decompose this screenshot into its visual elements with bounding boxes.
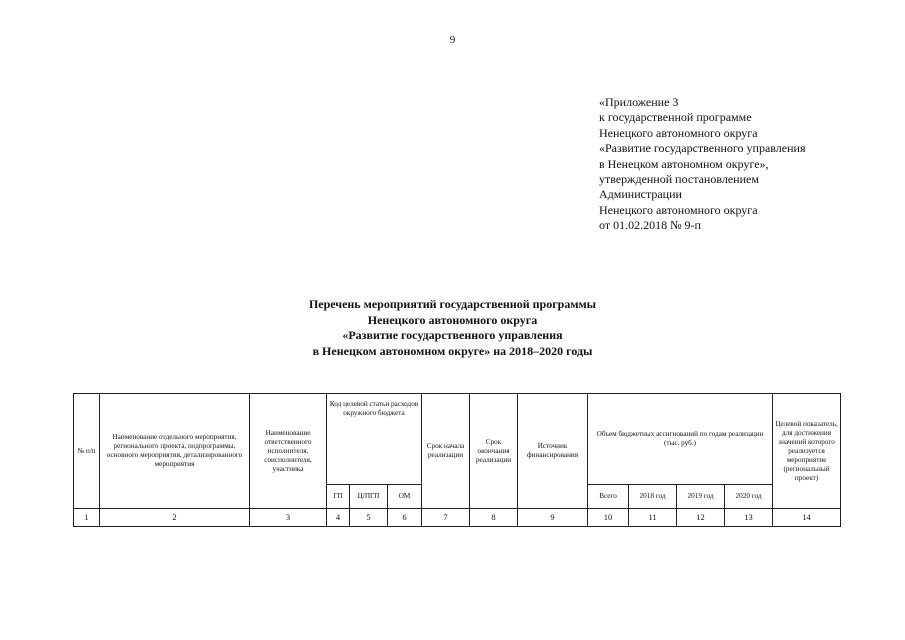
appendix-line: Ненецкого автономного округа bbox=[599, 125, 758, 140]
column-number: 11 bbox=[629, 509, 677, 527]
header-executor: Наименование ответственного исполнителя, соисполнителя, участника bbox=[250, 394, 327, 509]
column-number-row bbox=[74, 509, 841, 527]
header-num: № п/п bbox=[74, 394, 100, 509]
header-year-2019: 2019 год bbox=[677, 485, 725, 509]
header-year-2018: 2018 год bbox=[629, 485, 677, 509]
column-number: 14 bbox=[773, 509, 841, 527]
column-number: 12 bbox=[677, 509, 725, 527]
column-number: 9 bbox=[518, 509, 588, 527]
title-line: Перечень мероприятий государственной программы bbox=[308, 297, 597, 311]
header-cpgp: Ц/ПГП bbox=[350, 485, 388, 509]
appendix-line: «Развитие государственного управления bbox=[599, 141, 806, 156]
appendix-approval-block bbox=[599, 95, 805, 234]
table-header-row bbox=[74, 394, 841, 485]
column-number: 8 bbox=[470, 509, 518, 527]
appendix-line: утвержденной постановлением bbox=[599, 172, 759, 187]
measures-table bbox=[73, 393, 841, 527]
header-budget-code: Код целевой статьи расходов окружного бюджета bbox=[327, 394, 422, 485]
column-number: 5 bbox=[350, 509, 388, 527]
header-gp: ГП bbox=[327, 485, 350, 509]
column-number: 10 bbox=[588, 509, 629, 527]
header-year-2020: 2020 год bbox=[725, 485, 773, 509]
appendix-line: в Ненецком автономном округе», bbox=[599, 156, 769, 171]
header-end-date: Срок окончания реализации bbox=[470, 394, 518, 509]
document-title bbox=[0, 297, 905, 359]
appendix-line: к государственной программе bbox=[599, 110, 752, 125]
header-total: Всего bbox=[588, 485, 629, 509]
column-number: 4 bbox=[327, 509, 350, 527]
header-funding-source: Источник финансирования bbox=[518, 394, 588, 509]
title-line: в Ненецком автономном округе» на 2018–2020 годы bbox=[312, 343, 593, 358]
column-number: 2 bbox=[100, 509, 250, 527]
column-number: 1 bbox=[74, 509, 100, 527]
header-measure-name: Наименование отдельного мероприятия, регионального проекта, подпрограммы, основного мероприятия, детализированного мероприятия bbox=[100, 394, 250, 509]
appendix-line: «Приложение 3 bbox=[599, 95, 679, 109]
title-line: «Развитие государственного управления bbox=[342, 328, 563, 343]
appendix-line: Администрации bbox=[599, 187, 682, 202]
header-om: ОМ bbox=[388, 485, 422, 509]
header-start-date: Срок начала реализации bbox=[422, 394, 470, 509]
column-number: 13 bbox=[725, 509, 773, 527]
page-number: 9 bbox=[449, 34, 456, 46]
appendix-line: от 01.02.2018 № 9-п bbox=[599, 218, 701, 233]
column-number: 3 bbox=[250, 509, 327, 527]
title-line: Ненецкого автономного округа bbox=[367, 312, 538, 327]
column-number: 6 bbox=[388, 509, 422, 527]
column-number: 7 bbox=[422, 509, 470, 527]
header-target-indicator: Целевой показатель, для достижения значений которого реализуется мероприятие (региональный проект) bbox=[773, 394, 841, 509]
header-budget-allocations: Объем бюджетных ассигнований по годам реализации (тыс. руб.) bbox=[588, 394, 773, 485]
appendix-line: Ненецкого автономного округа bbox=[599, 202, 758, 217]
